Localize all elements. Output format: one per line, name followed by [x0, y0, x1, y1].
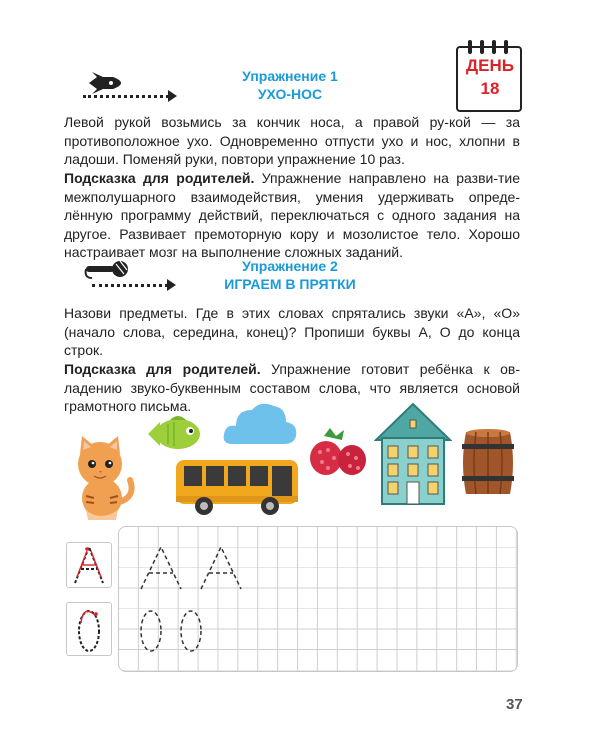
exercise2-instruction: Назови предметы. Где в этих словах спрятались звуки «А», «О» (начало слова, середина, конец)? Пропиши буквы А, О до конца строк.: [64, 305, 520, 358]
calendar-day-number: 18: [480, 79, 500, 98]
raspberry-picture: [308, 428, 368, 483]
writing-grid[interactable]: [118, 526, 518, 672]
exercise2-hint: Подсказка для родителей. Упражнение готовит ребёнка к ов-ладению звуко-буквенным составом слова, что является основой грамотного письма.: [64, 361, 520, 414]
exercise1-instruction: Левой рукой возьмись за кончик носа, а правой ру-кой — за противоположное ухо. Одновременно отпусти ухо и нос, хлопни в ладоши. Поменяй руки, повтори упражнение 10 раз.: [64, 114, 520, 167]
fish-picture: [146, 414, 202, 459]
cloud-picture: [222, 400, 298, 453]
dotted-arrow-line: [83, 95, 169, 98]
hint-label: Подсказка для родителей.: [64, 361, 261, 377]
cat-picture: [66, 436, 136, 527]
arrow-head-icon: [167, 279, 176, 291]
page-number: 37: [506, 696, 523, 713]
microphone-icon: [84, 258, 130, 285]
arrow-head-icon: [168, 90, 177, 102]
hint-label: Подсказка для родителей.: [64, 170, 255, 186]
house-picture: [374, 402, 452, 511]
exercise1-title: УХО-НОС: [257, 86, 323, 102]
bus-picture: [174, 456, 300, 523]
letter-o-sample: [66, 602, 112, 656]
barrel-picture: [460, 428, 516, 503]
exercise2-label: Упражнение 2: [242, 258, 338, 274]
exercise1-label: Упражнение 1: [242, 68, 338, 84]
letter-a-sample: [66, 542, 112, 588]
exercise1-hint: Подсказка для родителей. Упражнение направлено на разви-тие межполушарного взаимодействия, умения удерживать опреде-лённую программу действий, переключаться с одного задания на другое. Развивает премоторную кору и мозолистое тело. Хорошо настраивает мозг на выполнение сложных заданий.: [64, 170, 521, 260]
calendar-day-label: ДЕНЬ: [466, 56, 514, 75]
dotted-arrow-line: [92, 284, 168, 287]
exercise2-title: ИГРАЕМ В ПРЯТКИ: [224, 276, 356, 292]
calendar-icon: [456, 40, 524, 112]
